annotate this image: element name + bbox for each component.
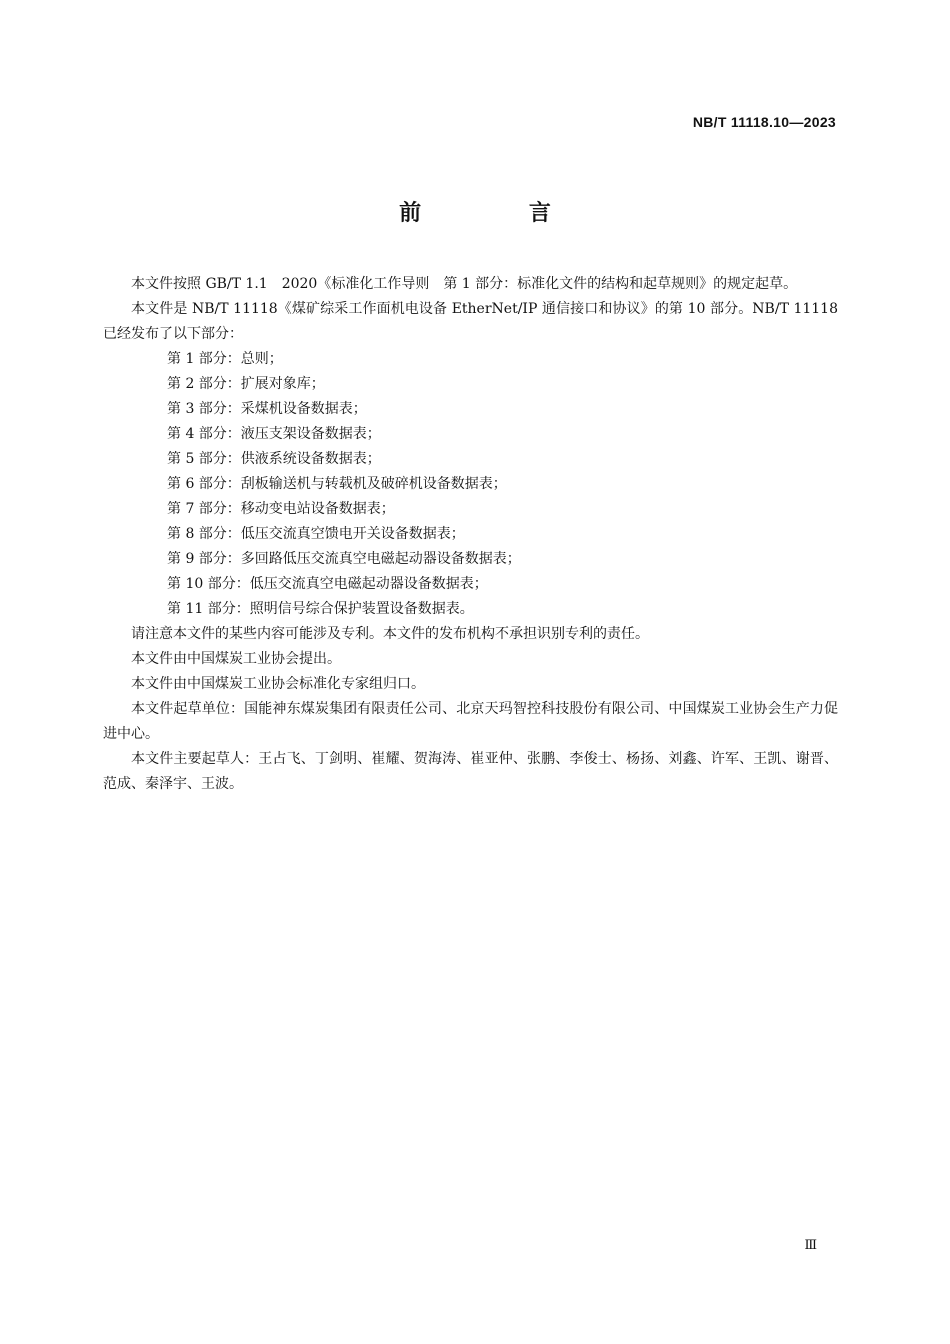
list-item: 第 5 部分：供液系统设备数据表； — [167, 451, 381, 467]
list-item: 第 8 部分：低压交流真空馈电开关设备数据表； — [167, 526, 465, 542]
paragraph-patent-notice: 请注意本文件的某些内容可能涉及专利。本文件的发布机构不承担识别专利的责任。 — [131, 626, 649, 642]
paragraph-drafting-rules: 本文件按照 GB/T 1.1 2020《标准化工作导则 第 1 部分：标准化文件的结构和起草规则》的规定起草。 — [131, 276, 798, 292]
list-item: 第 11 部分：照明信号综合保护装置设备数据表。 — [167, 601, 474, 617]
list-item: 第 3 部分：采煤机设备数据表； — [167, 401, 367, 417]
list-item: 第 4 部分：液压支架设备数据表； — [167, 426, 381, 442]
list-item: 第 10 部分：低压交流真空电磁起动器设备数据表； — [167, 576, 488, 592]
list-item: 第 7 部分：移动变电站设备数据表； — [167, 501, 395, 517]
paragraph-drafters: 本文件主要起草人：王占飞、丁剑明、崔耀、贺海涛、崔亚仲、张鹏、李俊士、杨扬、刘鑫、许军、王凯、谢晋、范成、秦泽宇、王波。 — [103, 751, 838, 792]
foreword-body — [103, 272, 838, 797]
paragraph-drafting-units: 本文件起草单位：国能神东煤炭集团有限责任公司、北京天玛智控科技股份有限公司、中国煤炭工业协会生产力促进中心。 — [103, 701, 838, 742]
page-number: Ⅲ — [804, 1238, 817, 1253]
list-item: 第 9 部分：多回路低压交流真空电磁起动器设备数据表； — [167, 551, 521, 567]
list-item: 第 6 部分：刮板输送机与转载机及破碎机设备数据表； — [167, 476, 507, 492]
list-item: 第 1 部分：总则； — [167, 351, 283, 367]
paragraph-series-intro: 本文件是 NB/T 11118《煤矿综采工作面机电设备 EtherNet/IP 通信接口和协议》的第 10 部分。NB/T 11118 已经发布了以下部分： — [103, 301, 838, 342]
paragraph-technical-committee: 本文件由中国煤炭工业协会标准化专家组归口。 — [131, 676, 425, 692]
list-item: 第 2 部分：扩展对象库； — [167, 376, 325, 392]
page-title: 前 言 — [399, 201, 601, 226]
parts-list — [103, 347, 838, 622]
standard-id: NB/T 11118.10—2023 — [692, 114, 836, 130]
paragraph-proposer: 本文件由中国煤炭工业协会提出。 — [131, 651, 341, 667]
